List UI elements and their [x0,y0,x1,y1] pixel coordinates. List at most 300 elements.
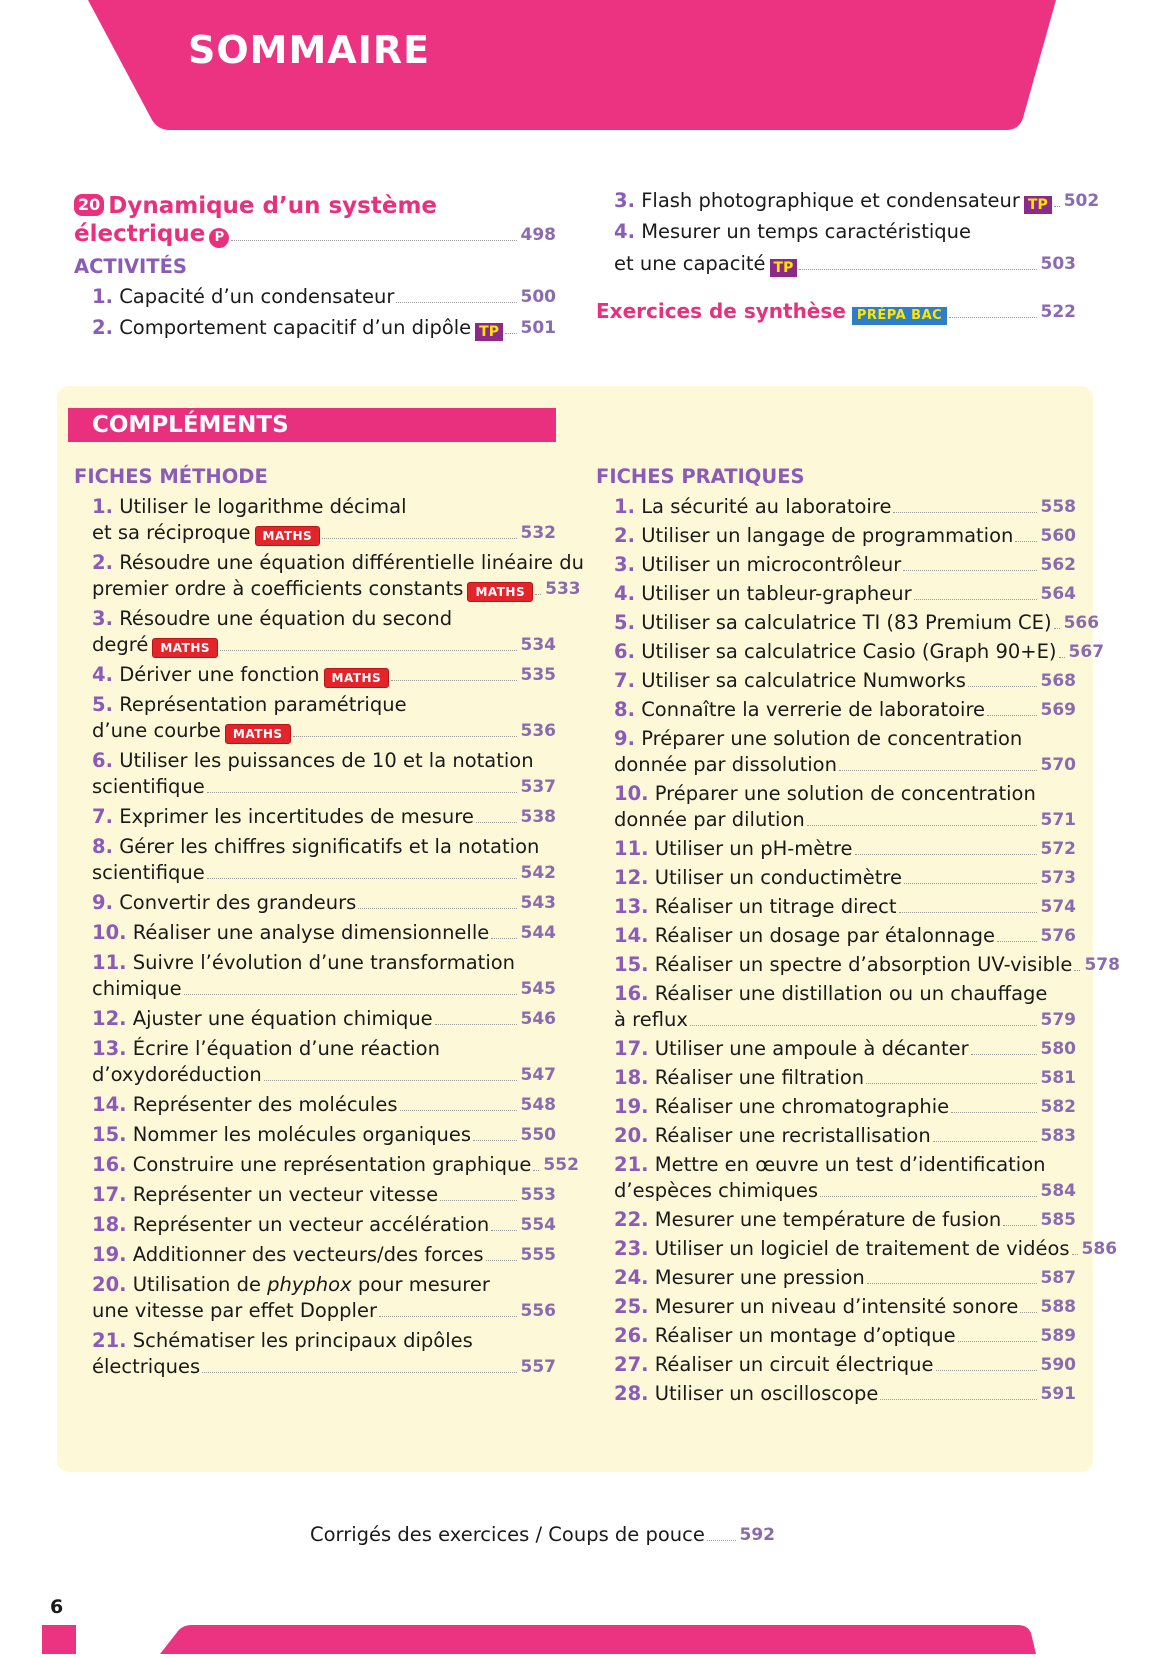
toc-entry[interactable] [92,804,556,830]
toc-entry[interactable] [92,1212,556,1238]
entry-number: 5. [614,611,635,634]
dot-leader [486,1260,517,1261]
entry-line: 17. Représenter un vecteur vitesse 553 [92,1183,556,1206]
entry-line1: 21. Mettre en œuvre un test d’identification [614,1153,1046,1176]
entry-line: 14. Représenter des molécules 548 [92,1093,556,1116]
page-number: 584 [1040,1181,1076,1201]
entry-number: 9. [614,727,635,750]
dot-leader [440,1200,516,1201]
page-number: 502 [1063,191,1100,211]
dot-leader [207,792,517,793]
toc-entry[interactable] [92,1006,556,1032]
entry-line: 11. Utiliser un pH-mètre 572 [614,837,1076,860]
dot-leader [535,594,541,595]
entry-number: 11. [92,951,127,974]
entry-line: et sa réciproque MATHS 532 [92,521,556,544]
toc-entry[interactable] [614,923,1076,949]
page-number: 544 [520,923,556,943]
page-number: 578 [1084,955,1120,975]
page-number: 557 [520,1357,556,1377]
toc-entry[interactable] [614,1036,1076,1062]
entry-line: 16. Construire une représentation graphique 552 [92,1153,579,1176]
activities-list-right [614,188,1100,277]
dot-leader [899,912,1037,913]
entry-line: 23. Utiliser un logiciel de traitement de vidéos 586 [614,1237,1118,1260]
dot-leader [1020,1312,1036,1313]
dot-leader [820,1196,1037,1197]
dot-leader [866,1083,1036,1084]
activity-entry[interactable]: 4. Mesurer un temps caractéristique et une capacité TP 503 [614,220,1076,276]
entry-number: 19. [92,1243,127,1266]
entry-line: 1. La sécurité au laboratoire 558 [614,495,1076,518]
toc-entry[interactable] [614,668,1076,694]
entry-line: 10. Réaliser une analyse dimensionnelle 544 [92,921,556,944]
dot-leader [220,650,516,651]
entry-line: 18. Représenter un vecteur accélération 554 [92,1213,556,1236]
entry-line: 9. Convertir des grandeurs 543 [92,891,556,914]
toc-entry[interactable] [614,697,1076,723]
page-number: 586 [1081,1239,1118,1259]
entry-line: 7. Exprimer les incertitudes de mesure 538 [92,805,556,828]
entry-number: 10. [92,921,127,944]
page-number: 556 [520,1301,556,1321]
prepa-bac-badge: PRÉPA BAC [852,307,947,325]
complements-title: COMPLÉMENTS [92,412,289,438]
toc-entry[interactable] [614,581,1076,607]
dot-leader [903,570,1036,571]
dot-leader [936,1370,1037,1371]
entry-line1: 1. Utiliser le logarithme décimal [92,495,407,518]
entry-number: 1. [92,285,113,308]
dot-leader [207,878,517,879]
toc-entry[interactable] [92,890,556,916]
page-number: 538 [520,807,556,827]
dot-leader [949,317,1036,318]
entry-number: 20. [614,1124,649,1147]
entry-number: 2. [614,524,635,547]
toc-entry[interactable] [614,726,1076,778]
entry-line: 8. Connaître la verrerie de laboratoire 569 [614,698,1076,721]
entry-line: 28. Utiliser un oscilloscope 591 [614,1382,1076,1405]
entry-number: 21. [92,1329,127,1352]
dot-leader [855,854,1037,855]
toc-entry[interactable] [614,523,1076,549]
entry-line: degré MATHS 534 [92,633,556,656]
toc-entry[interactable] [92,550,584,602]
page-number: 580 [1040,1039,1076,1059]
toc-entry[interactable] [614,781,1076,833]
entry-line: donnée par dissolution 570 [614,753,1076,776]
entry-number: 7. [614,669,635,692]
entry-number: 2. [92,316,113,339]
chapter-title[interactable]: 20 Dynamique d’un système [74,192,556,220]
footer-page: 592 [739,1525,775,1545]
footer-text: Corrigés des exercices / Coups de pouce [310,1523,705,1546]
dot-leader [997,941,1036,942]
entry-number: 5. [92,693,113,716]
entry-line: une vitesse par effet Doppler 556 [92,1299,556,1322]
dot-leader [264,1080,517,1081]
entry-number: 22. [614,1208,649,1231]
fiches-methode-heading: FICHES MÉTHODE [74,465,268,488]
dot-leader [322,538,516,539]
entry-number: 6. [92,749,113,772]
entry-number: 4. [92,663,113,686]
footer-corriges[interactable] [310,1522,780,1548]
entry-line1: 11. Suivre l’évolution d’une transformation [92,951,516,974]
page-number: 569 [1040,700,1076,720]
toc-entry[interactable] [614,836,1076,862]
page-number: 582 [1040,1097,1076,1117]
chapter-title-line2[interactable]: électrique P 498 [74,221,556,247]
dot-leader [707,1540,736,1541]
activity-entry[interactable]: 3. Flash photographique et condensateur TP 502 [614,189,1100,213]
toc-entry[interactable] [92,1272,556,1324]
maths-badge: MATHS [255,526,321,546]
dot-leader [202,1372,516,1373]
dot-leader [358,908,516,909]
entry-line: 20. Réaliser une recristallisation 583 [614,1124,1076,1147]
entry-line: 15. Nommer les molécules organiques 550 [92,1123,556,1146]
dot-leader [968,686,1037,687]
page-number: 591 [1040,1384,1076,1404]
toc-entry[interactable] [92,606,556,658]
page-number: 576 [1040,926,1076,946]
entry-line1: 21. Schématiser les principaux dipôles [92,1329,473,1352]
entry-line: 24. Mesurer une pression 587 [614,1266,1076,1289]
toc-entry[interactable] [614,1065,1076,1091]
dot-leader [400,1110,517,1111]
toc-entry[interactable] [614,1094,1076,1120]
bottom-bar [0,1625,1152,1654]
entry-line1: 20. Utilisation de phyphox pour mesurer [92,1273,490,1296]
entry-line: premier ordre à coefficients constants MATHS 533 [92,577,581,600]
entry-number: 18. [614,1066,649,1089]
page-number: 590 [1040,1355,1076,1375]
page-number: 536 [520,721,556,741]
entry-number: 13. [92,1037,127,1060]
tp-badge: TP [1024,196,1052,214]
page-number: 553 [520,1185,556,1205]
toc-entry[interactable] [614,1381,1076,1407]
fiches-methode [74,464,584,1384]
dot-leader [951,1112,1036,1113]
page-number: 572 [1040,839,1076,859]
entry-line: donnée par dilution 571 [614,808,1076,831]
page-number: 545 [520,979,556,999]
toc-entry[interactable] [614,1265,1076,1291]
toc-entry[interactable] [614,1352,1076,1378]
entry-line: 4. Dériver une fonction MATHS 535 [92,663,556,686]
toc-entry[interactable] [92,834,556,886]
page-number: 548 [520,1095,556,1115]
page-number: 542 [520,863,556,883]
entry-line1: 8. Gérer les chiffres significatifs et la notation [92,835,540,858]
entry-number: 1. [92,495,113,518]
dot-leader [807,825,1037,826]
maths-badge: MATHS [324,668,390,688]
page-number: 585 [1040,1210,1076,1230]
toc-entry[interactable] [614,1323,1076,1349]
entry-line: 15. Réaliser un spectre d’absorption UV-visible 578 [614,953,1120,976]
entry-number: 24. [614,1266,649,1289]
entry-number: 16. [614,982,649,1005]
page-number-footer: 6 [50,1596,64,1618]
page-number: 534 [520,635,556,655]
page-number: 568 [1040,671,1076,691]
dot-leader [958,1341,1037,1342]
entry-line: 2. Utiliser un langage de programmation 560 [614,524,1076,547]
dot-leader [391,680,516,681]
dot-leader [184,994,517,995]
entry-line1: 2. Résoudre une équation différentielle linéaire du [92,551,584,574]
entry-number: 17. [92,1183,127,1206]
toc-entry[interactable] [614,610,1100,636]
maths-badge: MATHS [467,582,533,602]
maths-badge: MATHS [152,638,218,658]
dot-leader [1072,1254,1078,1255]
entry-line: électriques 557 [92,1355,556,1378]
entry-number: 21. [614,1153,649,1176]
toc-entry[interactable] [92,692,556,744]
entry-line: scientifique 537 [92,775,556,798]
dot-leader [379,1316,517,1317]
toc-entry[interactable] [92,1092,556,1118]
dot-leader [1054,206,1060,207]
page-number: 564 [1040,584,1076,604]
page-number: 543 [520,893,556,913]
dot-leader [533,1170,539,1171]
toc-entry[interactable] [92,1036,556,1088]
activity-entry[interactable]: 1. Capacité d’un condensateur 500 [92,285,556,308]
tp-badge: TP [475,323,503,341]
entry-number: 2. [92,551,113,574]
page-number: 570 [1040,755,1076,775]
entry-number: 9. [92,891,113,914]
dot-leader [987,715,1036,716]
page-number: 535 [520,665,556,685]
fiches-pratiques [596,464,1120,1410]
entry-number: 6. [614,640,635,663]
dot-leader [1059,657,1065,658]
entry-line: 25. Mesurer un niveau d’intensité sonore 588 [614,1295,1076,1318]
dot-leader [491,1230,516,1231]
dot-leader [505,333,517,334]
entry-number: 14. [92,1093,127,1116]
synthesis-entry[interactable]: Exercices de synthèse PRÉPA BAC 522 [596,299,1076,323]
page-number: 532 [520,523,556,543]
page-number: 579 [1040,1010,1076,1030]
page-number: 498 [520,225,556,245]
entry-number: 25. [614,1295,649,1318]
entry-number: 17. [614,1037,649,1060]
page-number: 558 [1040,497,1076,517]
activities-list-left [92,284,556,341]
page-number: 560 [1040,526,1076,546]
toc-entry[interactable] [614,552,1076,578]
toc-entry[interactable] [614,1152,1076,1204]
toc-entry[interactable] [92,1182,556,1208]
entry-number: 23. [614,1237,649,1260]
toc-entry[interactable] [92,1242,556,1268]
chapter-entry [74,192,556,346]
page-number: 503 [1040,254,1076,274]
tp-badge: TP [770,259,798,277]
entry-number: 3. [92,607,113,630]
entry-number: 14. [614,924,649,947]
page-number: 581 [1040,1068,1076,1088]
entry-number: 20. [92,1273,127,1296]
entry-number: 13. [614,895,649,918]
page-number: 546 [520,1009,556,1029]
activity-entry[interactable]: 2. Comportement capacitif d’un dipôle TP 501 [92,316,556,340]
dot-leader [880,1399,1036,1400]
entry-number: 4. [614,220,635,243]
phyphox-name: phyphox [267,1273,352,1296]
dot-leader [933,1141,1037,1142]
entry-line: 3. Utiliser un microcontrôleur 562 [614,553,1076,576]
entry-line1: 10. Préparer une solution de concentration [614,782,1036,805]
toc-entry[interactable] [614,894,1076,920]
dot-leader [293,736,517,737]
dot-leader [1074,970,1080,971]
toc-entry[interactable] [614,981,1076,1033]
page-number: 589 [1040,1326,1076,1346]
page-number: 501 [520,318,556,338]
toc-entry[interactable] [92,1328,556,1380]
entry-line1: 6. Utiliser les puissances de 10 et la notation [92,749,534,772]
entry-line1: 13. Écrire l’équation d’une réaction [92,1037,440,1060]
page-number: 574 [1040,897,1076,917]
entry-number: 15. [614,953,649,976]
entry-line: d’espèces chimiques 584 [614,1179,1076,1202]
activities-list-right-wrap [596,188,1100,325]
activities-heading: ACTIVITÉS [74,255,187,278]
entry-line: 4. Utiliser un tableur-grapheur 564 [614,582,1076,605]
entry-number: 28. [614,1382,649,1405]
entry-number: 3. [614,189,635,212]
entry-number: 19. [614,1095,649,1118]
dot-leader [491,938,516,939]
page-number: 588 [1040,1297,1076,1317]
toc-entry[interactable] [614,639,1105,665]
dot-leader [971,1054,1037,1055]
toc-entry[interactable] [614,1294,1076,1320]
entry-number: 16. [92,1153,127,1176]
dot-leader [867,1283,1037,1284]
entry-number: 26. [614,1324,649,1347]
entry-line1: 5. Représentation paramétrique [92,693,407,716]
entry-line: 26. Réaliser un montage d’optique 589 [614,1324,1076,1347]
entry-line: 5. Utiliser sa calculatrice TI (83 Premium CE) 566 [614,611,1100,634]
toc-entry[interactable] [614,865,1076,891]
page-number: 555 [520,1245,556,1265]
chapter-number: 20 [74,194,104,216]
page-number: 500 [520,287,556,307]
entry-line: 18. Réaliser une filtration 581 [614,1066,1076,1089]
entry-line: chimique 545 [92,977,556,1000]
entry-number: 12. [92,1007,127,1030]
entry-line: 13. Réaliser un titrage direct 574 [614,895,1076,918]
entry-line: d’oxydoréduction 547 [92,1063,556,1086]
entry-number: 12. [614,866,649,889]
entry-number: 18. [92,1213,127,1236]
toc-entry[interactable] [614,1236,1118,1262]
toc-entry[interactable] [614,952,1120,978]
dot-leader [1003,1225,1036,1226]
dot-leader [1054,628,1060,629]
entry-line: 22. Mesurer une température de fusion 585 [614,1208,1076,1231]
toc-entry[interactable] [614,1207,1076,1233]
page-number: 583 [1040,1126,1076,1146]
page-number: 567 [1068,642,1105,662]
entry-line1: 16. Réaliser une distillation ou un chauffage [614,982,1048,1005]
dot-leader [396,302,516,303]
entry-line: à reflux 579 [614,1008,1076,1031]
entry-line: 19. Additionner des vecteurs/des forces 555 [92,1243,556,1266]
toc-entry[interactable] [92,494,556,546]
entry-line: 17. Utiliser une ampoule à décanter 580 [614,1037,1076,1060]
dot-leader [690,1025,1037,1026]
page-number: 552 [543,1155,579,1175]
page-title: SOMMAIRE [188,28,431,72]
fiches-pratiques-heading: FICHES PRATIQUES [596,465,805,488]
entry-number: 3. [614,553,635,576]
dot-leader [435,1024,517,1025]
page-number: 537 [520,777,556,797]
dot-leader [473,1140,516,1141]
page-number: 533 [545,579,581,599]
entry-line: 6. Utiliser sa calculatrice Casio (Graph 90+E) 567 [614,640,1105,663]
toc-entry[interactable] [92,748,556,800]
toc-entry[interactable] [614,494,1076,520]
entry-number: 7. [92,805,113,828]
page-number: 550 [520,1125,556,1145]
page-number: 562 [1040,555,1076,575]
page-number: 566 [1063,613,1100,633]
entry-number: 10. [614,782,649,805]
entry-line: scientifique 542 [92,861,556,884]
program-badge-icon: P [209,228,229,248]
dot-leader [476,822,517,823]
entry-line1: 9. Préparer une solution de concentration [614,727,1023,750]
toc-entry[interactable] [92,1122,556,1148]
entry-line: 12. Ajuster une équation chimique 546 [92,1007,556,1030]
page-number: 573 [1040,868,1076,888]
dot-leader [904,883,1037,884]
page-number: 554 [520,1215,556,1235]
dot-leader [914,599,1037,600]
toc-entry[interactable] [614,1123,1076,1149]
dot-leader [893,512,1036,513]
page-number: 587 [1040,1268,1076,1288]
maths-badge: MATHS [225,724,291,744]
toc-entry[interactable] [92,920,556,946]
entry-line: 14. Réaliser un dosage par étalonnage 576 [614,924,1076,947]
dot-leader [839,770,1037,771]
entry-number: 11. [614,837,649,860]
dot-leader [231,240,516,241]
entry-line: 7. Utiliser sa calculatrice Numworks 568 [614,669,1076,692]
entry-line: d’une courbe MATHS 536 [92,719,556,742]
toc-entry[interactable] [92,1152,579,1178]
toc-entry[interactable] [92,950,556,1002]
toc-entry[interactable] [92,662,556,688]
entry-line1: 3. Résoudre une équation du second [92,607,453,630]
entry-number: 8. [614,698,635,721]
entry-number: 8. [92,835,113,858]
entry-line: 12. Utiliser un conductimètre 573 [614,866,1076,889]
